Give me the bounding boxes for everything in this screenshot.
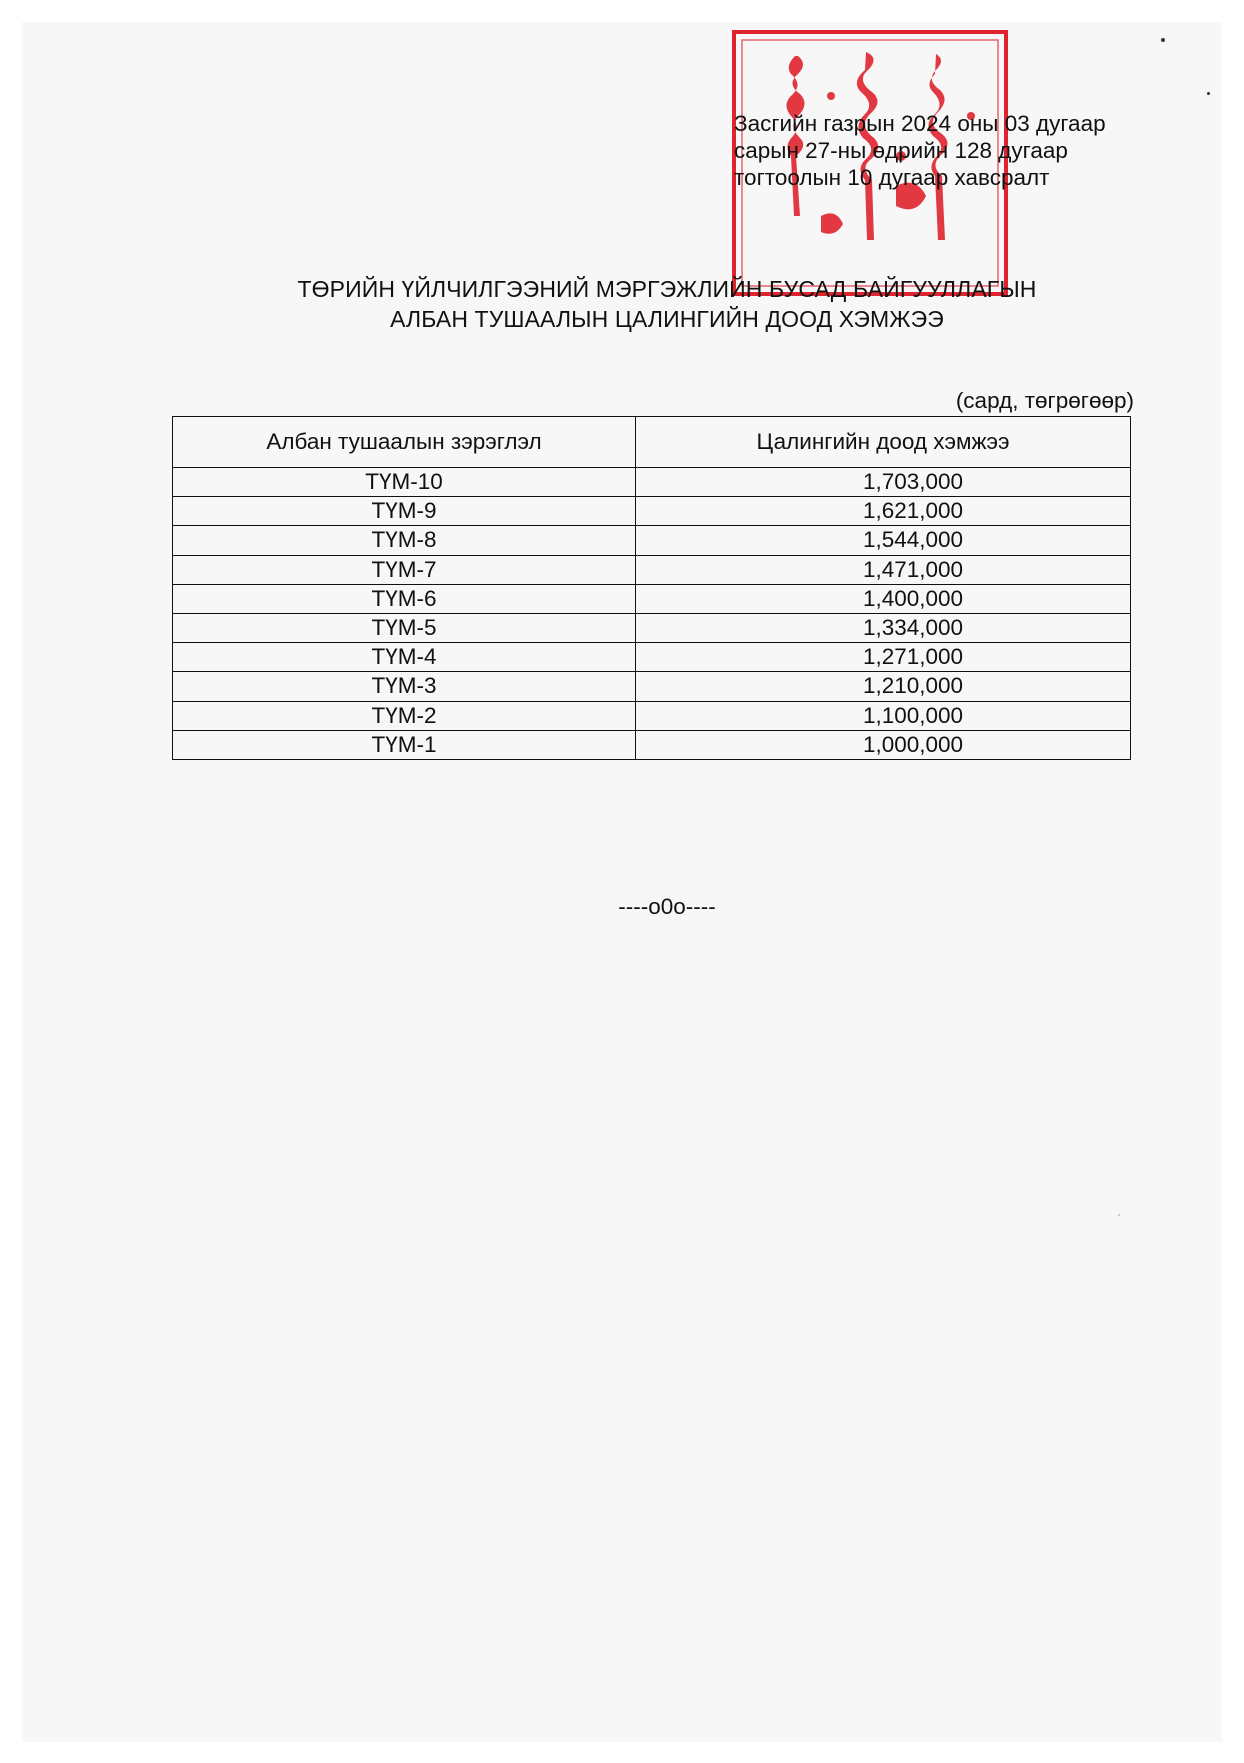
grade-cell: ТҮМ-8 [173, 526, 636, 555]
scan-speck [1207, 92, 1210, 95]
table-row [173, 613, 1131, 642]
grade-cell: ТҮМ-5 [173, 613, 636, 642]
table-row [173, 555, 1131, 584]
attachment-note-line: тогтоолын 10 дугаар хавсралт [734, 165, 1050, 190]
salary-cell: 1,210,000 [636, 672, 1131, 701]
salary-cell: 1,703,000 [636, 468, 1131, 497]
title-line: ТӨРИЙН ҮЙЛЧИЛГЭЭНИЙ МЭРГЭЖЛИЙН БУСАД БАЙГУУЛЛАГЫН [297, 276, 1037, 302]
attachment-note-line: Засгийн газрын 2024 оны 03 дугаар [734, 111, 1106, 136]
end-of-document-mark: ----o0o---- [618, 894, 716, 919]
grade-cell: ТҮМ-1 [173, 730, 636, 759]
unit-note: (сард, төгрөгөөр) [955, 388, 1134, 413]
grade-cell: ТҮМ-3 [173, 672, 636, 701]
document-title [22, 274, 1244, 334]
grade-cell: ТҮМ-7 [173, 555, 636, 584]
column-header-grade: Албан тушаалын зэрэглэл [173, 417, 636, 468]
document-page [22, 22, 1222, 1742]
grade-cell: ТҮМ-4 [173, 643, 636, 672]
table-row [173, 526, 1131, 555]
table-row [173, 497, 1131, 526]
salary-cell: 1,471,000 [636, 555, 1131, 584]
salary-cell: 1,100,000 [636, 701, 1131, 730]
grade-cell: ТҮМ-10 [173, 468, 636, 497]
grade-cell: ТҮМ-2 [173, 701, 636, 730]
table-header-row [173, 417, 1131, 468]
column-header-salary: Цалингийн доод хэмжээ [636, 417, 1131, 468]
table-row [173, 701, 1131, 730]
table-row [173, 584, 1131, 613]
salary-cell: 1,271,000 [636, 643, 1131, 672]
salary-cell: 1,000,000 [636, 730, 1131, 759]
salary-cell: 1,400,000 [636, 584, 1131, 613]
scan-speck [1161, 38, 1165, 42]
grade-cell: ТҮМ-6 [173, 584, 636, 613]
salary-cell: 1,544,000 [636, 526, 1131, 555]
scan-speck [1118, 1214, 1120, 1216]
title-line: АЛБАН ТУШААЛЫН ЦАЛИНГИЙН ДООД ХЭМЖЭЭ [390, 306, 944, 332]
table-row [173, 643, 1131, 672]
salary-cell: 1,334,000 [636, 613, 1131, 642]
table-row [173, 730, 1131, 759]
table-row [173, 468, 1131, 497]
attachment-note [734, 110, 1194, 191]
grade-cell: ТҮМ-9 [173, 497, 636, 526]
attachment-note-line: сарын 27-ны өдрийн 128 дугаар [734, 138, 1068, 163]
salary-cell: 1,621,000 [636, 497, 1131, 526]
table-row [173, 672, 1131, 701]
salary-table [172, 416, 1131, 760]
